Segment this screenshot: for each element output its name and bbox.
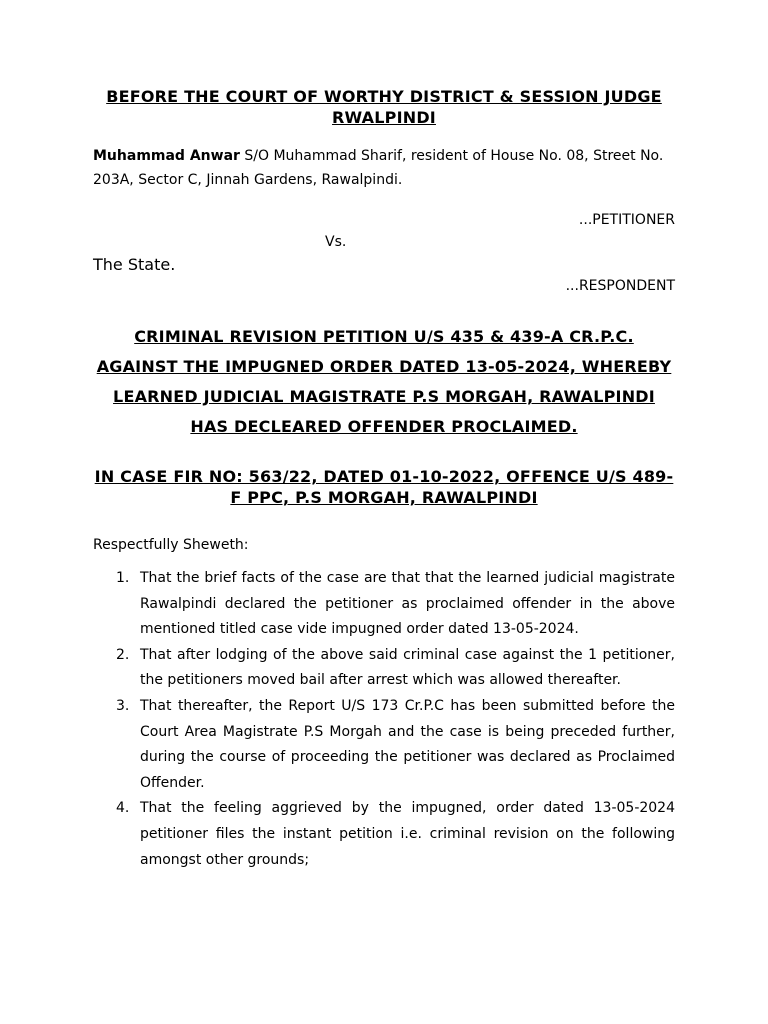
list-item-text: That the brief facts of the case are that that the learned judicial magistrate Rawalpindi declared the petitioner as proclaimed offender in the above mentioned titled case vide impugned order dated 13-05-2024. (140, 570, 675, 638)
list-item-text: That thereafter, the Report U/S 173 Cr.P.C has been submitted before the Court Area Magistrate P.S Morgah and the case is being preceded further, during the course of proceeding the petitioner was declared as Proclaimed Offender. (140, 697, 675, 791)
list-item (93, 796, 675, 873)
petitioner-name: Muhammad Anwar (93, 148, 240, 164)
petition-heading: CRIMINAL REVISION PETITION U/S 435 & 439-A CR.P.C. AGAINST THE IMPUGNED ORDER DATED 13-05-2024, WHEREBY LEARNED JUDICIAL MAGISTRATE P.S MORGAH, RAWALPINDI HAS DECLEARED OFFENDER PROCLAIMED. (96, 327, 672, 436)
court-heading: BEFORE THE COURT OF WORTHY DISTRICT & SESSION JUDGE RWALPINDI (106, 87, 662, 127)
list-item-number: 1. (116, 570, 130, 586)
petitioner-role: ...PETITIONER (578, 212, 675, 228)
list-item-number: 3. (116, 697, 130, 714)
list-item (93, 694, 675, 796)
list-item-text: That after lodging of the above said criminal case against the 1 petitioner, the petitioners moved bail after arrest which was allowed thereafter. (140, 646, 675, 689)
list-item-number: 4. (116, 800, 130, 817)
list-item-text: That the feeling aggrieved by the impugned, order dated 13-05-2024 petitioner files the instant petition i.e. criminal revision on the following amongst other grounds; (140, 800, 675, 868)
salutation: Respectfully Sheweth: (93, 537, 249, 553)
petitioner-paragraph (93, 144, 675, 192)
petitioner-details: S/O Muhammad Sharif, resident of House No. 08, Street No. 203A, Sector C, Jinnah Gardens, Rawalpindi. (93, 148, 664, 188)
list-item-number: 2. (116, 646, 130, 663)
list-item (93, 566, 675, 643)
respondent-role: ...RESPONDENT (565, 278, 675, 294)
versus-label: Vs. (325, 234, 347, 250)
case-heading: IN CASE FIR NO: 563/22, DATED 01-10-2022, OFFENCE U/S 489-F PPC, P.S MORGAH, RAWALPINDI (94, 467, 674, 507)
grounds-list (93, 566, 675, 873)
respondent-name: The State. (93, 255, 176, 274)
list-item (93, 643, 675, 694)
